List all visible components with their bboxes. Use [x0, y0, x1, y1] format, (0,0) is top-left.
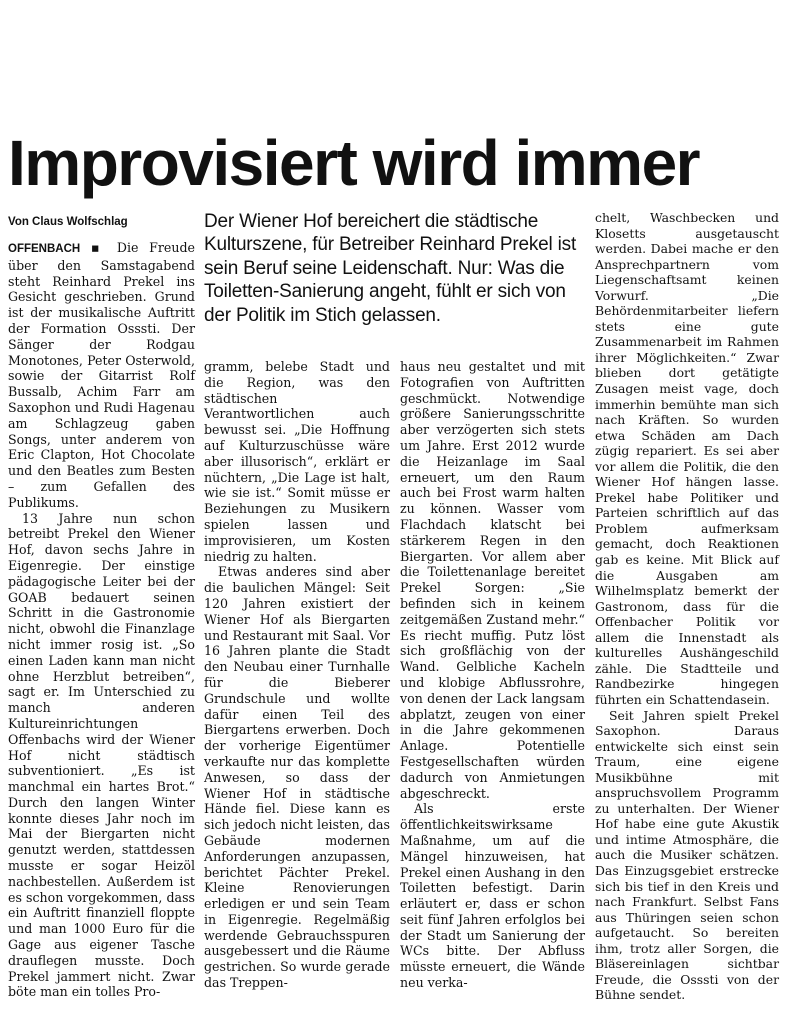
- paragraph-text: Die Freude über den Samstagabend steht Reinhard Prekel ins Gesicht geschrieben. Grund ist der musikalische Auftritt der Formation Osssti. Der Sänger der Rodgau Monotones, Peter Osterwold, sowie der Gitarrist Rolf Bussalb, Achim Farr am Saxophon und Rudi Hagenau am Schlagzeug gaben Songs, unter anderem von Eric Clapton, Hot Chocolate und den Beatles zum Besten – zum Gefallen des Publikums.: [8, 240, 195, 510]
- dateline: OFFENBACH: [8, 243, 81, 255]
- paragraph: Etwas anderes sind aber die baulichen Mängel: Seit 120 Jahren existiert der Wiener Hof als Biergarten und Restaurant mit Saal. Vor 16 Jahren plante die Stadt den Neubau einer Turnhalle für die Bieberer Grundschule und wollte dafür einen Teil des Biergartens erwerben. Doch der vorherige Eigentümer verkaufte nur das komplette Anwesen, so dass der Wiener Hof in städtische Hände fiel. Diese kann es sich jedoch nicht leisten, das Gebäude modernen Anforderungen anzupassen, berichtet Pächter Prekel. Kleine Renovierungen erledigen er und sein Team in Eigenregie. Regelmäßig werdende Gebrauchsspuren ausgebessert und die Räume gestrichen. So wurde gerade das Treppen-: [204, 564, 390, 991]
- teaser-text: Der Wiener Hof bereichert die städtische Kulturszene, für Betreiber Reinhard Prekel ist sein Beruf seine Leidenschaft. Nur: Was die Toiletten-Sanierung angeht, fühlt er sich von der Politik im Stich gelassen.: [204, 211, 577, 326]
- paragraph: chelt, Waschbecken und Klosetts ausgetauscht werden. Dabei mache er den Ansprechpartnern vom Liegenschaftsamt keinen Vorwurf. „Die Behördenmitarbeiter liefern stets eine gute Zusammenarbeit im Rahmen ihrer Möglichkeiten.“ Zwar blieben dort getätigte Zusagen meist vage, doch immerhin bemühte man sich nach Kräften. So wurden etwa Schäden am Dach zügig repariert. Es sei aber vor allem die Politik, die den Wiener Hof hängen lasse. Prekel habe Politiker und Parteien schriftlich auf das Problem aufmerksam gemacht, doch Reaktionen gab es keine. Mit Blick auf die Ausgaben am Wilhelmsplatz bemerkt der Gastronom, dass für die Offenbacher Politik vor allem die Innenstadt als kulturelles Aushängeschild zähle. Die Stadtteile und Randbezirke hingegen führten ein Schattendasein.: [595, 210, 779, 707]
- dateline-separator: ▪: [80, 240, 117, 255]
- article-column-3: [400, 359, 585, 991]
- article-column-1: [8, 240, 195, 1000]
- paragraph: Als erste öffentlichkeitswirksame Maßnahme, um auf die Mängel hinzuweisen, hat Prekel einen Aushang in den Toiletten befestigt. Darin erläutert er, dass er schon seit fünf Jahren erfolglos bei der Stadt um Sanierung der WCs bitte. Der Abfluss müsste erneuert, die Wände neu verka-: [400, 801, 585, 991]
- paragraph: 13 Jahre nun schon betreibt Prekel den Wiener Hof, davon sechs Jahre in Eigenregie. Der einstige pädagogische Leiter bei der GOAB bedauert seinen Schritt in die Gastronomie nicht, obwohl die Finanzlage nicht immer rosig ist. „So einen Laden kann man nicht ohne Herzblut betreiben“, sagt er. Im Unterschied zu manch anderen Kultureinrichtungen Offenbachs wird der Wiener Hof nicht städtisch subventioniert. „Es ist manchmal ein hartes Brot.“ Durch den langen Winter konnte dieses Jahr noch im Mai der Biergarten nicht genutzt werden, stattdessen musste er sogar Heizöl nachbestellen. Außerdem ist es schon vorgekommen, dass ein Auftritt finanziell floppte und man 1000 Euro für die Gage aus eigener Tasche drauflegen musste. Doch Prekel jammert nicht. Zwar böte man ein tolles Pro-: [8, 510, 195, 1000]
- article-column-4: [595, 210, 779, 1003]
- paragraph: Seit Jahren spielt Prekel Saxophon. Daraus entwickelte sich einst sein Traum, eine eigene Musikbühne mit anspruchsvollem Programm zu unterhalten. Der Wiener Hof habe eine gute Akustik und intime Atmosphäre, die auch die Musiker schätzen. Das Einzugsgebiet erstrecke sich bis tief in den Kreis und nach Frankfurt. Selbst Fans aus Thüringen seien schon aufgetaucht. So bereiten ihm, trotz aller Sorgen, die Bläsereinlagen sichtbar Freude, die Osssti von der Bühne sendet.: [595, 707, 779, 1003]
- paragraph: gramm, belebe Stadt und die Region, was den städtischen Verantwortlichen auch bewusst sei. „Die Hoffnung auf Kulturzuschüsse wäre aber illusorisch“, erklärt er nüchtern, „Die Lage ist halt, wie sie ist.“ Somit müsse er Beziehungen zu Musikern spielen lassen und improvisieren, um Kosten niedrig zu halten.: [204, 359, 390, 564]
- paragraph: haus neu gestaltet und mit Fotografien von Auftritten geschmückt. Notwendige größere Sanierungsschritte aber verzögerten sich stets um Jahre. Erst 2012 wurde die Heizanlage im Saal erneuert, um den Raum auch bei Frost warm halten zu können. Wasser vom Flachdach klatscht bei stärkerem Regen in den Biergarten. Vor allem aber die Toilettenanlage bereitet Prekel Sorgen: „Sie befinden sich in keinem zeitgemäßen Zustand mehr.“ Es riecht muffig. Putz löst sich großflächig von der Wand. Gelbliche Kacheln und klobige Abflussrohre, von denen der Lack langsam abplatzt, zeugen von einer in die Jahre gekommenen Anlage. Potentielle Festgesellschaften würden dadurch von Anmietungen abgeschreckt.: [400, 359, 585, 801]
- headline: Improvisiert wird immer: [8, 127, 700, 199]
- author-byline: Von Claus Wolfschlag: [8, 216, 128, 228]
- paragraph: [8, 240, 195, 511]
- article-column-2: [204, 359, 390, 991]
